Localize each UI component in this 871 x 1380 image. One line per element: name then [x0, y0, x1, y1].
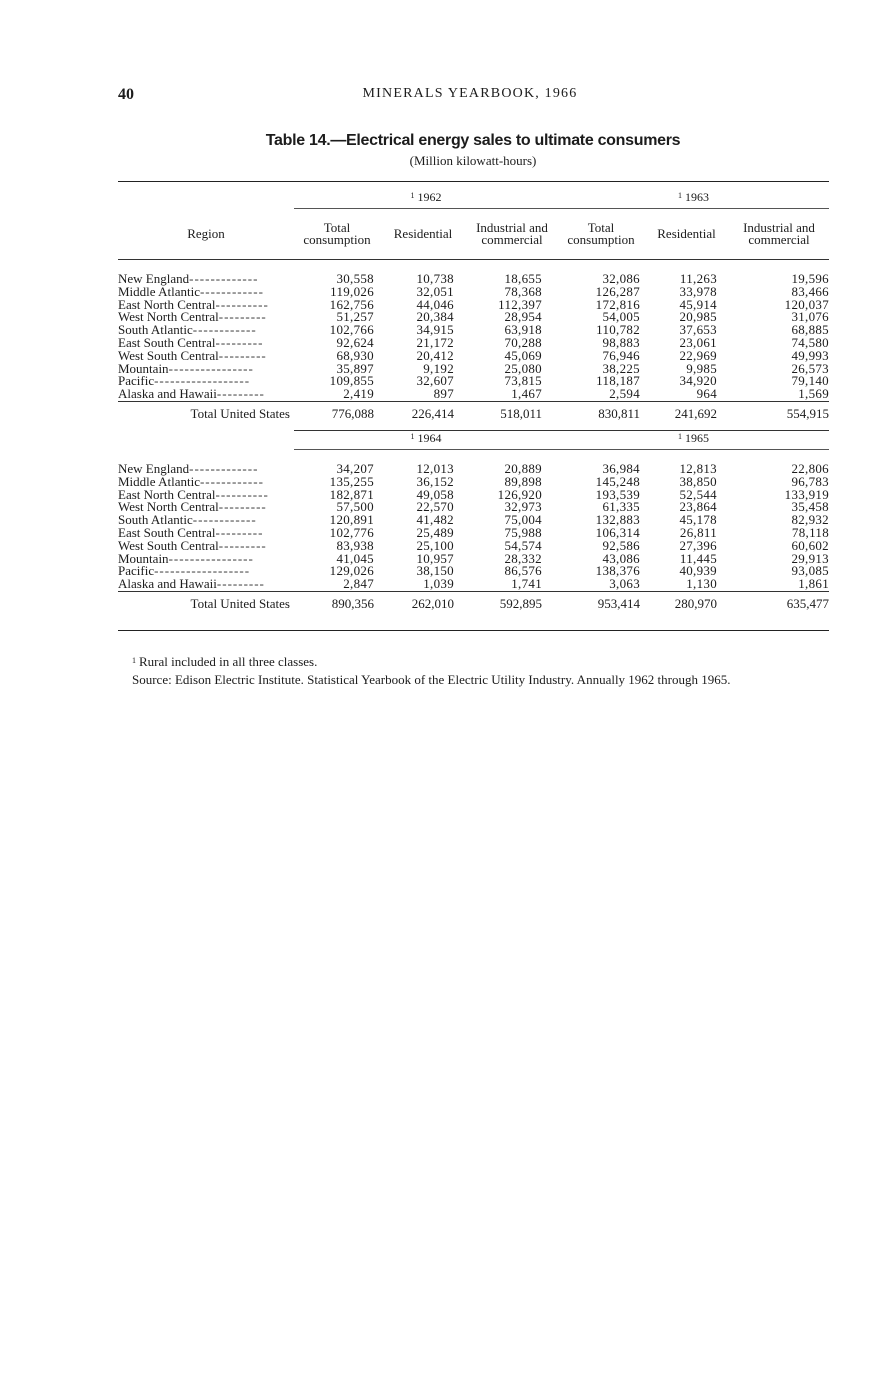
value-cell: 25,100 — [416, 537, 454, 553]
total-cell: 592,895 — [466, 591, 558, 620]
value-cell: 86,576 — [504, 563, 542, 579]
value-cell: 31,076 — [791, 309, 829, 325]
value-cell: 12,813 — [679, 460, 717, 476]
table-row — [118, 501, 829, 514]
region-cell — [118, 337, 294, 350]
value-cell: 119,026 — [330, 283, 374, 299]
leader-dots: ---------------- — [168, 552, 254, 566]
value-cell: 57,500 — [336, 499, 374, 515]
table-row — [118, 324, 829, 337]
region-name: Pacific — [118, 565, 155, 579]
leader-dots: --------- — [216, 388, 265, 402]
value-cell: 2,419 — [343, 386, 374, 402]
value-cell: 129,026 — [329, 563, 374, 579]
region-cell — [118, 565, 294, 578]
column-header-residential: Residential — [380, 209, 466, 260]
value-cell: 1,039 — [423, 576, 454, 592]
region-name: East North Central — [118, 488, 216, 502]
table-row — [118, 489, 829, 502]
value-cell: 45,069 — [504, 347, 542, 363]
value-cell: 28,332 — [504, 550, 542, 566]
column-header-total-consumption: Total consumption — [558, 209, 644, 260]
value-cell: 38,850 — [679, 473, 717, 489]
table-row — [118, 273, 829, 286]
value-cell: 964 — [696, 386, 717, 402]
table-subtitle: (Million kilowatt-hours) — [409, 153, 537, 168]
value-cell: 49,058 — [416, 486, 454, 502]
total-cell: 262,010 — [380, 591, 466, 620]
value-cell: 32,973 — [504, 499, 542, 515]
region-cell — [118, 553, 294, 566]
region-name: West South Central — [118, 539, 219, 553]
value-cell: 110,782 — [596, 322, 640, 338]
value-cell: 41,482 — [416, 512, 454, 528]
value-cell: 22,806 — [791, 460, 829, 476]
value-cell: 109,855 — [329, 373, 374, 389]
region-column-header: Region — [118, 209, 294, 260]
value-cell: 29,913 — [791, 550, 829, 566]
value-cell: 52,544 — [679, 486, 717, 502]
total-cell: 776,088 — [294, 401, 380, 430]
value-cell: 43,086 — [602, 550, 640, 566]
value-cell: 37,653 — [679, 322, 717, 338]
leader-dots: --------- — [218, 311, 267, 325]
value-cell: 35,458 — [791, 499, 829, 515]
value-cell: 182,871 — [329, 486, 374, 502]
value-cell: 98,883 — [602, 334, 640, 350]
value-cell: 89,898 — [504, 473, 542, 489]
column-header-row — [118, 209, 829, 260]
value-cell: 75,988 — [504, 524, 542, 540]
value-cell: 11,445 — [679, 550, 717, 566]
value-cell: 83,938 — [336, 537, 374, 553]
value-cell: 11,263 — [679, 271, 717, 286]
value-cell: 193,539 — [595, 486, 640, 502]
region-name: East South Central — [118, 336, 216, 350]
region-cell — [118, 476, 294, 489]
leader-dots: ---------------- — [168, 362, 254, 376]
value-cell: 27,396 — [679, 537, 717, 553]
value-cell: 36,984 — [602, 460, 640, 476]
table-row — [118, 540, 829, 553]
value-cell: 20,889 — [504, 460, 542, 476]
region-cell — [118, 299, 294, 312]
region-cell — [118, 463, 294, 476]
value-cell: 32,086 — [602, 271, 640, 286]
value-cell: 68,930 — [336, 347, 374, 363]
value-cell: 22,570 — [416, 499, 454, 515]
region-cell — [118, 514, 294, 527]
table-row — [118, 553, 829, 566]
value-cell: 79,140 — [791, 373, 829, 389]
value-cell: 68,885 — [791, 322, 829, 338]
value-cell: 28,954 — [504, 309, 542, 325]
value-cell: 34,207 — [336, 460, 374, 476]
leader-dots: ---------- — [215, 298, 269, 312]
region-cell — [118, 527, 294, 540]
table-block-1964-1965 — [118, 460, 829, 592]
value-cell: 96,783 — [791, 473, 829, 489]
total-cell: 226,414 — [380, 401, 466, 430]
column-header-residential: Residential — [644, 209, 729, 260]
region-cell — [118, 489, 294, 502]
total-row-1962-1963 — [118, 401, 829, 430]
table-title: Table 14.—Electrical energy sales to ultimate consumers — [265, 132, 681, 149]
total-cell: 890,356 — [294, 591, 380, 620]
region-name: Pacific — [118, 375, 155, 389]
value-cell: 118,187 — [596, 373, 640, 389]
table-row — [118, 350, 829, 363]
value-cell: 19,596 — [791, 271, 829, 286]
region-cell — [118, 540, 294, 553]
table-row — [118, 337, 829, 350]
region-name: Middle Atlantic — [118, 285, 200, 299]
region-cell — [118, 286, 294, 299]
leader-dots: ------------ — [192, 324, 257, 337]
value-cell: 30,558 — [336, 271, 374, 286]
total-cell: 280,970 — [644, 591, 729, 620]
region-name: West North Central — [118, 311, 219, 325]
table-row — [118, 578, 829, 591]
value-cell: 73,815 — [504, 373, 542, 389]
value-cell: 1,741 — [511, 576, 542, 592]
value-cell: 102,766 — [329, 322, 374, 338]
leader-dots: ------------- — [189, 273, 259, 286]
value-cell: 18,655 — [504, 271, 542, 286]
leader-dots: --------- — [216, 578, 265, 592]
value-cell: 83,466 — [791, 283, 829, 299]
column-header-total-consumption: Total consumption — [294, 209, 380, 260]
value-cell: 25,489 — [416, 524, 454, 540]
region-name: Mountain — [118, 552, 169, 566]
value-cell: 106,314 — [595, 524, 640, 540]
total-cell: 830,811 — [558, 401, 644, 430]
value-cell: 26,573 — [791, 360, 829, 376]
region-cell — [118, 363, 294, 376]
value-cell: 26,811 — [679, 524, 717, 540]
table-row — [118, 514, 829, 527]
value-cell: 138,376 — [595, 563, 640, 579]
value-cell: 70,288 — [504, 334, 542, 350]
value-cell: 20,384 — [416, 309, 454, 325]
region-cell — [118, 350, 294, 363]
value-cell: 120,891 — [329, 512, 374, 528]
value-cell: 22,969 — [679, 347, 717, 363]
value-cell: 92,624 — [336, 334, 374, 350]
value-cell: 1,861 — [798, 576, 829, 592]
footnote-marker: 1 — [132, 656, 136, 665]
value-cell: 2,847 — [343, 576, 374, 592]
value-cell: 23,864 — [679, 499, 717, 515]
value-cell: 63,918 — [504, 322, 542, 338]
value-cell: 38,150 — [416, 563, 454, 579]
value-cell: 10,738 — [416, 271, 454, 286]
leader-dots: --------- — [215, 336, 264, 350]
region-name: Alaska and Hawaii — [118, 388, 217, 402]
total-cell: 635,477 — [729, 591, 829, 620]
value-cell: 93,085 — [791, 563, 829, 579]
value-cell: 54,574 — [504, 537, 542, 553]
value-cell: 78,118 — [791, 524, 829, 540]
value-cell: 10,957 — [416, 550, 454, 566]
region-name: New England — [118, 273, 190, 286]
page-number: 40 — [118, 86, 134, 103]
value-cell: 132,883 — [595, 512, 640, 528]
value-cell: 135,255 — [329, 473, 374, 489]
leader-dots: ------------- — [189, 462, 259, 476]
year-header-1963: $^1$ 1963 — [558, 190, 829, 209]
table-row — [118, 388, 829, 401]
leader-dots: ------------------ — [154, 565, 251, 579]
value-cell: 126,920 — [497, 486, 542, 502]
value-cell: 35,897 — [336, 360, 374, 376]
table-top-rule — [118, 182, 829, 191]
value-cell: 21,172 — [416, 334, 454, 350]
year-header-row-1 — [118, 190, 829, 209]
value-cell: 1,130 — [686, 576, 717, 592]
region-name: New England — [118, 462, 190, 476]
value-cell: 172,816 — [595, 296, 640, 312]
value-cell: 60,602 — [791, 537, 829, 553]
year-header-1964: $^1$ 1964 — [294, 430, 558, 449]
value-cell: 120,037 — [784, 296, 829, 312]
value-cell: 34,920 — [679, 373, 717, 389]
leader-dots: ------------------ — [154, 375, 251, 389]
value-cell: 126,287 — [595, 283, 640, 299]
leader-dots: ------------ — [199, 475, 264, 489]
leader-dots: --------- — [218, 501, 267, 515]
value-cell: 133,919 — [784, 486, 829, 502]
total-label: Total United States — [118, 591, 294, 620]
year-header-1965: $^1$ 1965 — [558, 430, 829, 449]
column-header-industrial-commercial: Industrial and commercial — [466, 209, 558, 260]
value-cell: 145,248 — [595, 473, 640, 489]
region-name: Mountain — [118, 362, 169, 376]
value-cell: 74,580 — [791, 334, 829, 350]
footnote — [132, 654, 317, 670]
year-header-row-2 — [118, 430, 829, 449]
value-cell: 92,586 — [602, 537, 640, 553]
value-cell: 34,915 — [416, 322, 454, 338]
region-cell — [118, 578, 294, 591]
year-header-1962: $^1$ 1962 — [294, 190, 558, 209]
value-cell: 112,397 — [498, 296, 542, 312]
value-cell: 162,756 — [329, 296, 374, 312]
region-name: East North Central — [118, 298, 216, 312]
value-cell: 41,045 — [336, 550, 374, 566]
value-cell: 2,594 — [609, 386, 640, 402]
table-row — [118, 527, 829, 540]
leader-dots: ---------- — [215, 488, 269, 502]
region-name: Alaska and Hawaii — [118, 578, 217, 592]
value-cell: 25,080 — [504, 360, 542, 376]
region-cell — [118, 311, 294, 324]
value-cell: 61,335 — [602, 499, 640, 515]
footnote-text: Rural included in all three classes. — [139, 654, 318, 669]
total-cell: 554,915 — [729, 401, 829, 430]
total-cell: 953,414 — [558, 591, 644, 620]
value-cell: 54,005 — [602, 309, 640, 325]
total-cell: 518,011 — [466, 401, 558, 430]
region-name: South Atlantic — [118, 324, 193, 337]
column-header-industrial-commercial: Industrial and commercial — [729, 209, 829, 260]
value-cell: 75,004 — [504, 512, 542, 528]
table-row — [118, 363, 829, 376]
source-note: Source: Edison Electric Institute. Statistical Yearbook of the Electric Utility Industry. Annually 1962 through 1965. — [132, 672, 731, 687]
region-name: West North Central — [118, 501, 219, 515]
table-row — [118, 565, 829, 578]
value-cell: 9,985 — [686, 360, 717, 376]
table-block-1962-1963 — [118, 273, 829, 401]
value-cell: 44,046 — [416, 296, 454, 312]
region-name: South Atlantic — [118, 514, 193, 527]
value-cell: 51,257 — [336, 309, 374, 325]
region-name: West South Central — [118, 349, 219, 363]
total-cell: 241,692 — [644, 401, 729, 430]
value-cell: 33,978 — [679, 283, 717, 299]
value-cell: 102,776 — [329, 524, 374, 540]
value-cell: 36,152 — [416, 473, 454, 489]
leader-dots: ------------ — [192, 514, 257, 527]
region-cell — [118, 501, 294, 514]
region-cell — [118, 388, 294, 401]
value-cell: 1,569 — [798, 386, 829, 402]
running-head: MINERALS YEARBOOK, 1966 — [362, 86, 578, 101]
table-row — [118, 286, 829, 299]
value-cell: 45,914 — [679, 296, 717, 312]
value-cell: 12,013 — [416, 460, 454, 476]
value-cell: 1,467 — [511, 386, 542, 402]
leader-dots: ------------ — [199, 285, 264, 299]
total-label: Total United States — [118, 401, 294, 430]
region-cell — [118, 324, 294, 337]
value-cell: 78,368 — [504, 283, 542, 299]
leader-dots: --------- — [218, 539, 267, 553]
table-row — [118, 476, 829, 489]
region-cell — [118, 375, 294, 388]
table-row — [118, 299, 829, 312]
value-cell: 45,178 — [679, 512, 717, 528]
value-cell: 32,051 — [416, 283, 454, 299]
table-row — [118, 375, 829, 388]
value-cell: 40,939 — [679, 563, 717, 579]
value-cell: 49,993 — [791, 347, 829, 363]
region-name: East South Central — [118, 526, 216, 540]
table-bottom-rule — [118, 620, 829, 631]
region-name: Middle Atlantic — [118, 475, 200, 489]
value-cell: 897 — [433, 386, 454, 402]
value-cell: 23,061 — [679, 334, 717, 350]
total-row-1964-1965 — [118, 591, 829, 620]
value-cell: 32,607 — [416, 373, 454, 389]
value-cell: 76,946 — [602, 347, 640, 363]
table-row — [118, 463, 829, 476]
energy-sales-table — [118, 181, 829, 631]
value-cell: 9,192 — [423, 360, 454, 376]
value-cell: 20,412 — [416, 347, 454, 363]
value-cell: 38,225 — [602, 360, 640, 376]
leader-dots: --------- — [215, 526, 264, 540]
value-cell: 20,985 — [679, 309, 717, 325]
region-cell — [118, 273, 294, 286]
value-cell: 82,932 — [791, 512, 829, 528]
leader-dots: --------- — [218, 349, 267, 363]
value-cell: 3,063 — [609, 576, 640, 592]
table-row — [118, 311, 829, 324]
